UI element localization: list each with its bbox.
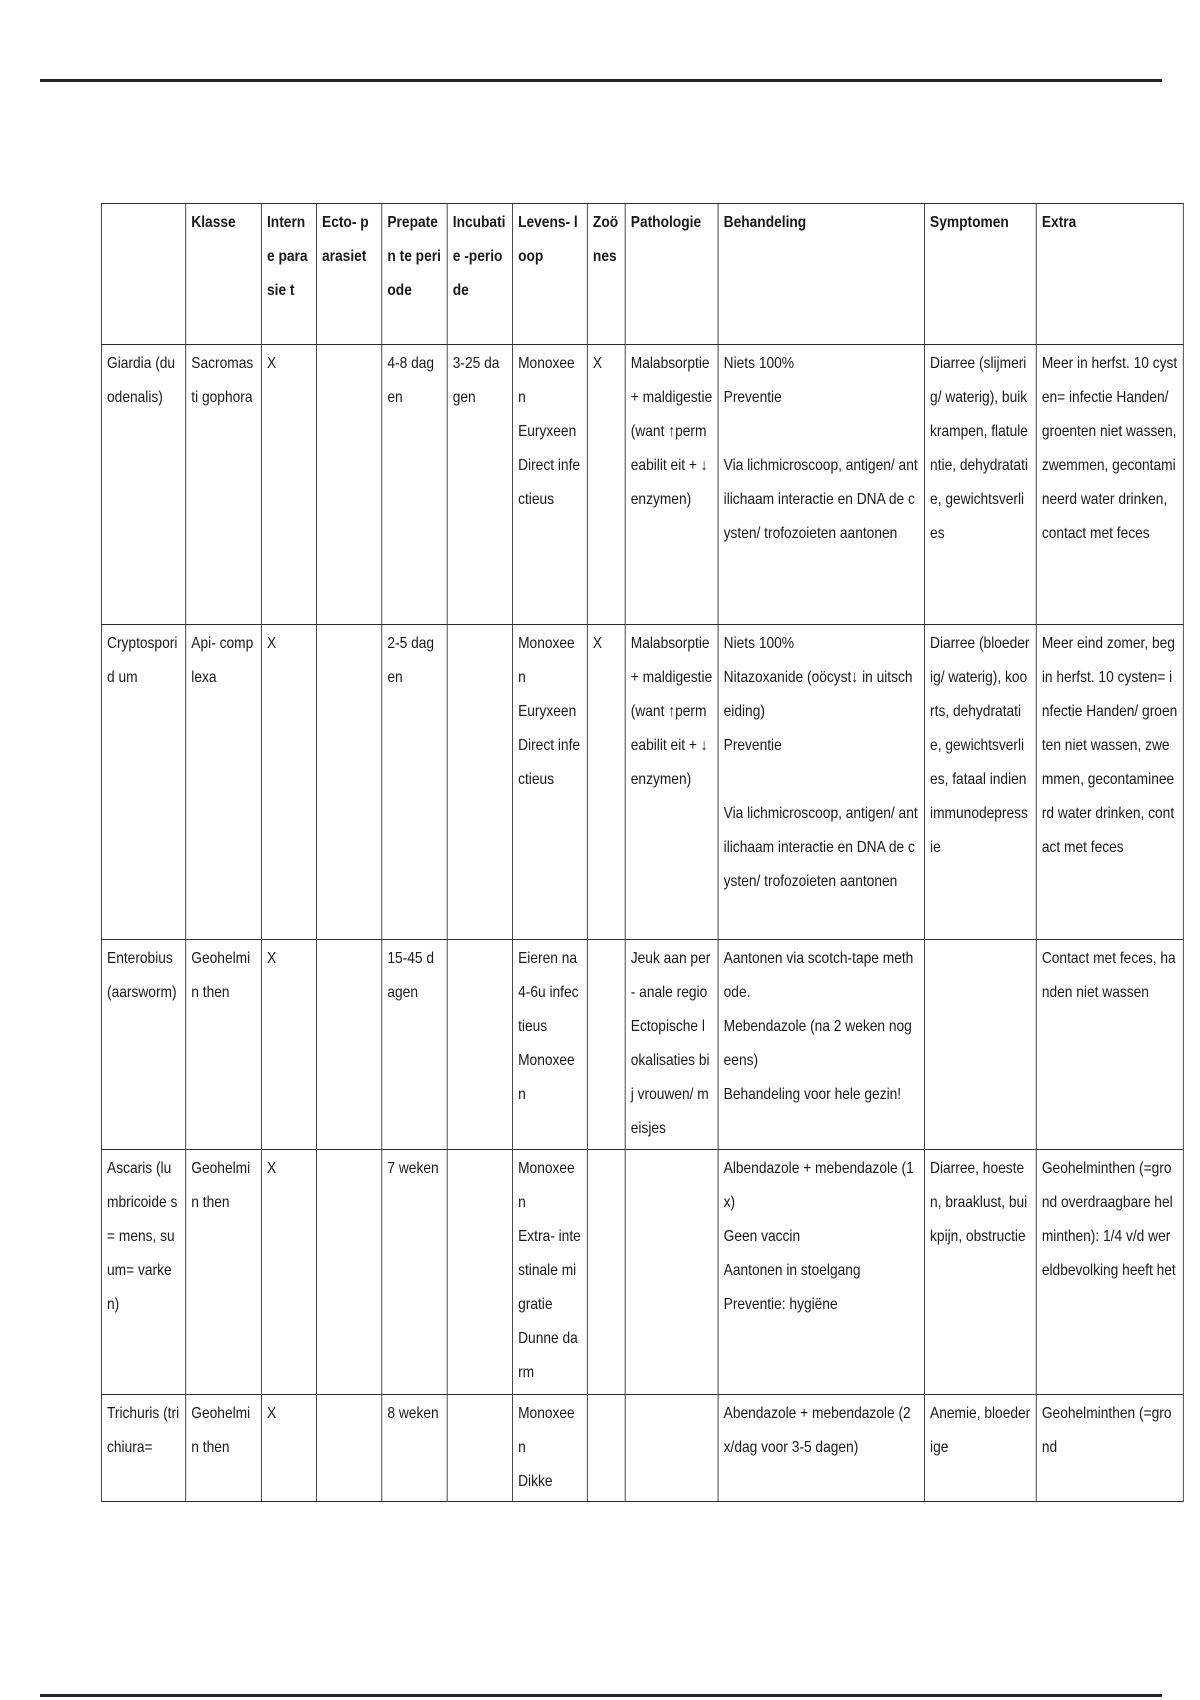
parasite-name-cell: Ascaris (lumbricoide s= mens, suum= varken) (101, 1150, 185, 1395)
zoonose-cell (587, 940, 625, 1150)
pathologie-cell: Malabsorptie + maldigestie (want ↑permeabilit eit + ↓enzymen) (625, 345, 718, 625)
header-cell: Behandeling (718, 204, 924, 345)
extra-cell: Geohelminthen (=grond overdraagbare helminthen): 1/4 v/d wereldbevolking heeft het (1036, 1150, 1183, 1395)
zoonose-cell (587, 1150, 625, 1395)
symptomen-cell: Diarree (slijmerig/ waterig), buikkrampen, flatulentie, dehydratatie, gewichtsverlies (924, 345, 1036, 625)
ecto-cell (316, 1150, 381, 1395)
table-row (101, 940, 1183, 1150)
ecto-cell (316, 940, 381, 1150)
bottom-rule (40, 1694, 1162, 1697)
prepatent-cell: 4-8 dagen (382, 345, 447, 625)
pathologie-cell: Jeuk aan per- anale regio Ectopische lokalisaties bij vrouwen/ meisjes (625, 940, 718, 1150)
header-cell: Levens- loop (513, 204, 588, 345)
levensloop-cell: Monoxeen Dikke (513, 1395, 588, 1502)
incubatie-cell (447, 625, 512, 940)
behandeling-text: Niets 100% Preventie (723, 355, 795, 406)
prepatent-cell: 7 weken (382, 1150, 447, 1395)
levensloop-cell: Eieren na 4-6u infectieus Monoxeen (513, 940, 588, 1150)
incubatie-cell: 3-25 dagen (447, 345, 512, 625)
top-rule (40, 79, 1162, 82)
symptomen-cell: Diarree (bloederig/ waterig), koorts, dehydratatie, gewichtsverlies, fataal indien immunodepressie (924, 625, 1036, 940)
behandeling-cell: Abendazole + mebendazole (2x/dag voor 3-5 dagen) (718, 1395, 924, 1502)
header-cell: Prepaten te periode (382, 204, 447, 345)
header-cell: Interne parasie t (261, 204, 316, 345)
header-cell: Ecto- parasiet (316, 204, 381, 345)
behandeling-detection-text: Via lichmicroscoop, antigen/ antilichaam interactie en DNA de cysten/ trofozoieten aantonen (723, 805, 918, 890)
parasite-name-cell: Cryptosporid um (101, 625, 185, 940)
intern-cell: X (261, 345, 316, 625)
ecto-cell (316, 625, 381, 940)
incubatie-cell (447, 1150, 512, 1395)
klasse-cell: Sacromasti gophora (186, 345, 262, 625)
behandeling-cell: Albendazole + mebendazole (1x) Geen vaccin Aantonen in stoelgang Preventie: hygiëne (718, 1150, 924, 1395)
prepatent-cell: 2-5 dagen (382, 625, 447, 940)
header-cell: Klasse (186, 204, 262, 345)
header-cell: Pathologie (625, 204, 718, 345)
parasite-name-cell: Enterobius (aarsworm) (101, 940, 185, 1150)
intern-cell: X (261, 1150, 316, 1395)
klasse-cell: Geohelmin then (186, 1395, 262, 1502)
table-row (101, 1395, 1183, 1502)
behandeling-cell (718, 625, 924, 940)
symptomen-cell: Diarree, hoesten, braaklust, buikpijn, obstructie (924, 1150, 1036, 1395)
levensloop-cell: Monoxeen Euryxeen Direct infectieus (513, 345, 588, 625)
symptomen-cell (924, 940, 1036, 1150)
behandeling-detection-text: Via lichmicroscoop, antigen/ antilichaam interactie en DNA de cysten/ trofozoieten aantonen (723, 457, 918, 542)
table-row (101, 625, 1183, 940)
header-cell: Extra (1036, 204, 1183, 345)
behandeling-cell: Aantonen via scotch-tape methode. Mebendazole (na 2 weken nog eens) Behandeling voor hele gezin! (718, 940, 924, 1150)
incubatie-cell (447, 940, 512, 1150)
behandeling-cell (718, 345, 924, 625)
intern-cell: X (261, 940, 316, 1150)
extra-cell: Meer in herfst. 10 cysten= infectie Handen/ groenten niet wassen, zwemmen, gecontamineerd water drinken, contact met feces (1036, 345, 1183, 625)
klasse-cell: Geohelmin then (186, 940, 262, 1150)
parasite-name-cell: Giardia (duodenalis) (101, 345, 185, 625)
pathologie-cell (625, 1150, 718, 1395)
parasite-table (101, 203, 1184, 1502)
header-cell: Incubatie -periode (447, 204, 512, 345)
ecto-cell (316, 1395, 381, 1502)
incubatie-cell (447, 1395, 512, 1502)
zoonose-cell (587, 1395, 625, 1502)
table-row (101, 1150, 1183, 1395)
prepatent-cell: 15-45 dagen (382, 940, 447, 1150)
parasite-name-cell: Trichuris (trichiura= (101, 1395, 185, 1502)
levensloop-cell: Monoxeen Euryxeen Direct infectieus (513, 625, 588, 940)
klasse-cell: Geohelmin then (186, 1150, 262, 1395)
header-cell (101, 204, 185, 345)
intern-cell: X (261, 1395, 316, 1502)
header-cell: Symptomen (924, 204, 1036, 345)
parasite-table-container (101, 203, 1200, 1490)
extra-cell: Contact met feces, handen niet wassen (1036, 940, 1183, 1150)
symptomen-cell: Anemie, bloederige (924, 1395, 1036, 1502)
extra-cell: Geohelminthen (=grond (1036, 1395, 1183, 1502)
table-header-row (101, 204, 1183, 345)
behandeling-text: Niets 100% Nitazoxanide (oöcyst↓ in uitscheiding) Preventie (723, 635, 913, 754)
levensloop-cell: Monoxeen Extra- intestinale migratie Dunne darm (513, 1150, 588, 1395)
pathologie-cell (625, 1395, 718, 1502)
ecto-cell (316, 345, 381, 625)
table-row (101, 345, 1183, 625)
klasse-cell: Api- complexa (186, 625, 262, 940)
prepatent-cell: 8 weken (382, 1395, 447, 1502)
header-cell: Zoö nes (587, 204, 625, 345)
zoonose-cell: X (587, 625, 625, 940)
intern-cell: X (261, 625, 316, 940)
pathologie-cell: Malabsorptie + maldigestie (want ↑permeabilit eit + ↓enzymen) (625, 625, 718, 940)
zoonose-cell: X (587, 345, 625, 625)
extra-cell: Meer eind zomer, begin herfst. 10 cysten= infectie Handen/ groenten niet wassen, zwemmen, gecontamineerd water drinken, contact met feces (1036, 625, 1183, 940)
